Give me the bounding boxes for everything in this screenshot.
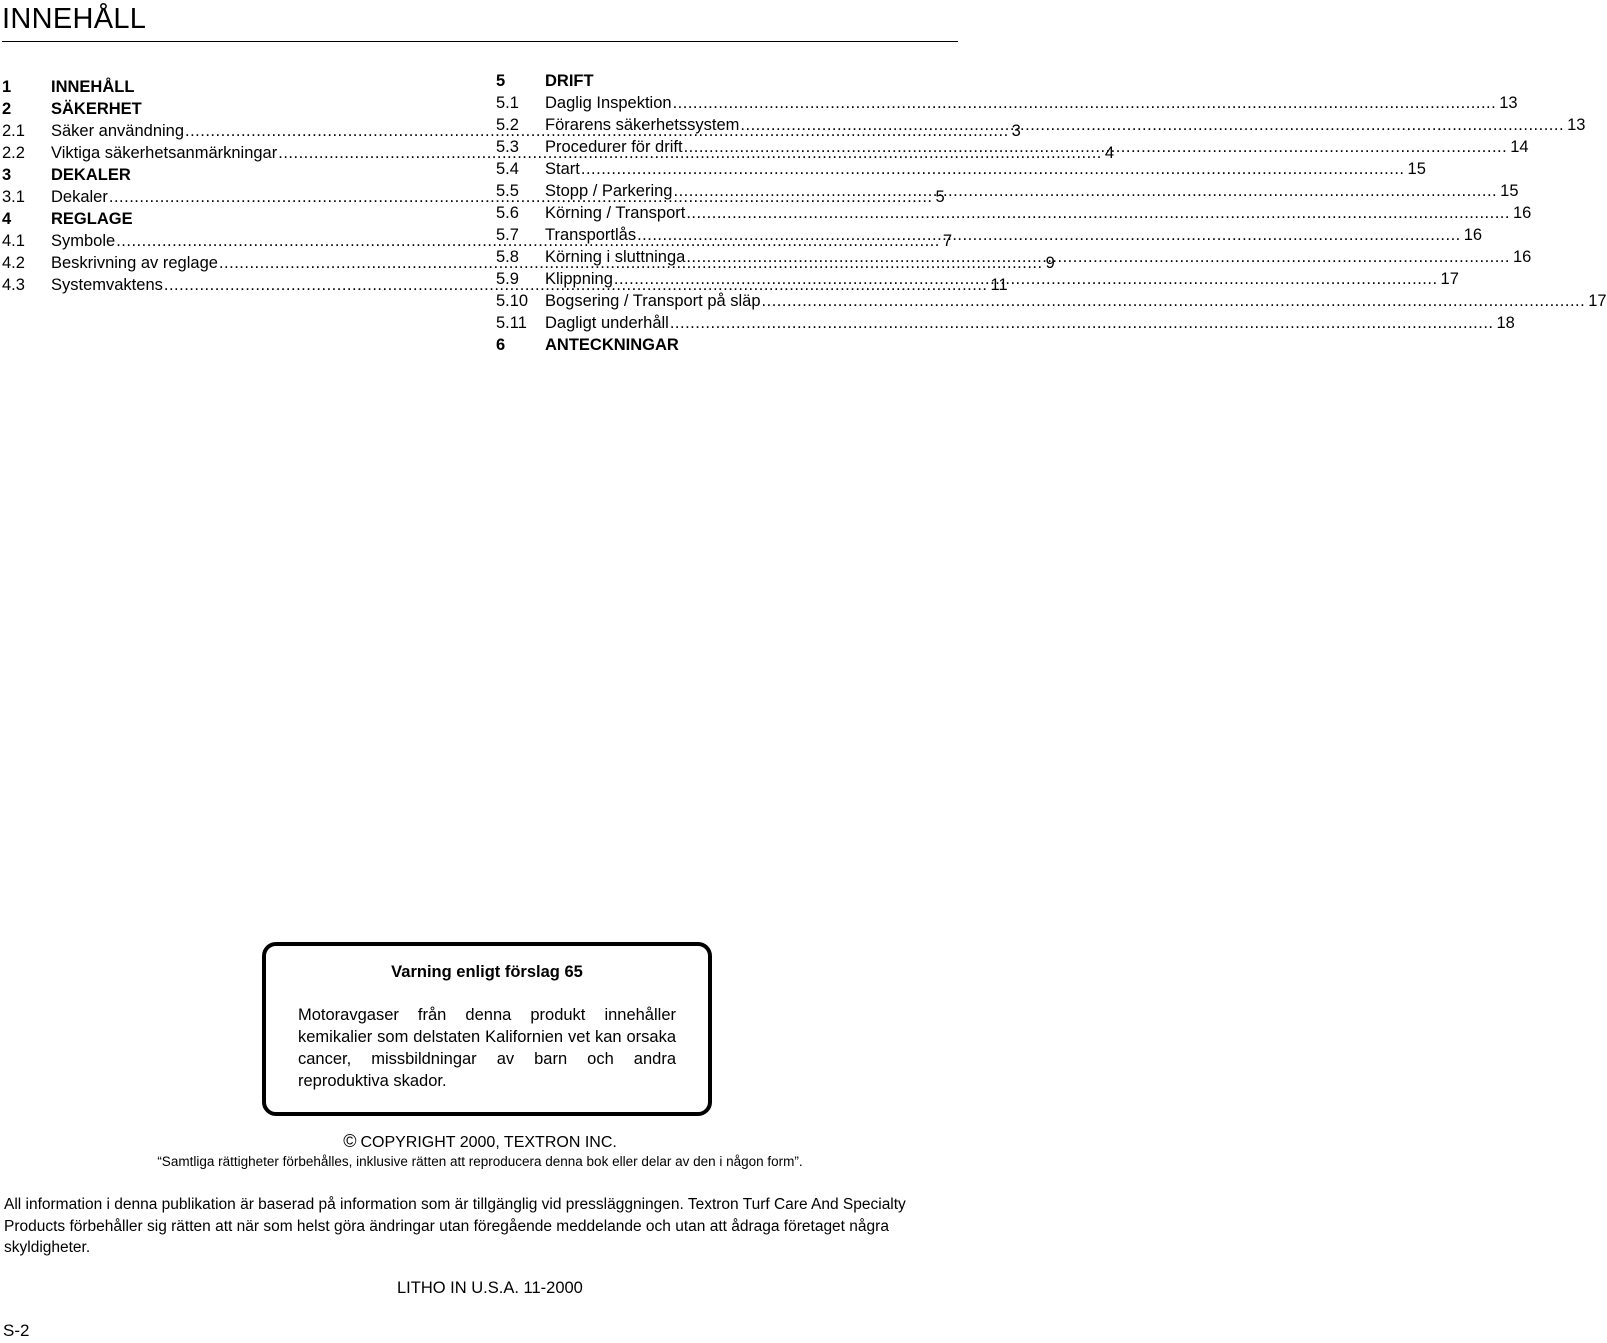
- toc-leader-dots: [670, 312, 1494, 334]
- toc-leader-dots: [686, 246, 1510, 268]
- copyright-text: COPYRIGHT 2000, TEXTRON INC.: [360, 1134, 617, 1151]
- warning-box: [262, 942, 712, 1116]
- toc-number: 4.1: [2, 232, 25, 250]
- toc-label: Dagligt underhåll: [545, 314, 669, 332]
- toc-entry: [496, 180, 1519, 202]
- toc-label: Daglig Inspektion: [545, 94, 672, 112]
- warning-title: Varning enligt förslag 65: [391, 963, 583, 981]
- toc-entry: [496, 246, 1532, 268]
- toc-page-number: 14: [1510, 138, 1529, 156]
- toc-heading: [496, 70, 958, 92]
- toc-label: Symbole: [51, 232, 116, 250]
- toc-label: Procedurer för drift: [545, 138, 683, 156]
- toc-entry: [496, 114, 1586, 136]
- toc-label: REGLAGE: [51, 210, 133, 228]
- toc-leader-dots: [637, 224, 1461, 246]
- copyright-icon: ©: [343, 1131, 357, 1151]
- toc-page-number: 16: [1512, 204, 1532, 222]
- toc-number: 5.2: [496, 116, 519, 134]
- toc-page-number: 13: [1567, 116, 1586, 134]
- toc-number: 5.7: [496, 226, 519, 244]
- toc-number: 5.10: [496, 292, 529, 310]
- page-title: INNEHÅLL: [2, 3, 147, 35]
- toc-label: Systemvaktens: [51, 276, 163, 294]
- toc-label: Bogsering / Transport på släp: [545, 292, 761, 310]
- toc-leader-dots: [614, 268, 1438, 290]
- toc-number: 2: [2, 100, 12, 118]
- toc-number: 5: [496, 72, 506, 90]
- toc-entry: [496, 136, 1529, 158]
- toc-label: Förarens säkerhetssystem: [545, 116, 740, 134]
- toc-number: 5.3: [496, 138, 519, 156]
- toc-number: 5.8: [496, 248, 519, 266]
- toc-number: 4.2: [2, 254, 25, 272]
- toc-right-column: [496, 70, 1607, 356]
- toc-leader-dots: [686, 202, 1510, 224]
- toc-label: ANTECKNINGAR: [545, 336, 679, 354]
- toc-page-number: 17: [1588, 292, 1607, 310]
- toc-page-number: 5: [935, 188, 945, 206]
- toc-leader-dots: [762, 290, 1586, 312]
- toc-page-number: 18: [1496, 314, 1515, 332]
- toc-number: 2.1: [2, 122, 25, 140]
- toc-number: 3: [2, 166, 12, 184]
- toc-entry: [496, 202, 1532, 224]
- toc-number: 5.4: [496, 160, 519, 178]
- toc-entry: [496, 290, 1607, 312]
- warning-body: Motoravgaser från denna produkt innehåller kemikalier som delstaten Kalifornien vet kan orsaka cancer, missbildningar av barn och andra reproduktiva skador.: [298, 1006, 676, 1090]
- toc-leader-dots: [684, 136, 1508, 158]
- toc-leader-dots: [581, 158, 1405, 180]
- toc-number: 4: [2, 210, 12, 228]
- toc-number: 1: [2, 78, 12, 96]
- toc-heading: [2, 98, 464, 120]
- litho-line: LITHO IN U.S.A. 11-2000: [397, 1279, 583, 1297]
- toc-label: Klippning: [545, 270, 613, 288]
- toc-page-number: 4: [1104, 144, 1115, 162]
- toc-page-number: 11: [990, 276, 1008, 294]
- toc-page-number: 13: [1499, 94, 1518, 112]
- toc-page-number: 7: [942, 232, 953, 250]
- toc-page-number: 9: [1045, 254, 1055, 272]
- toc-entry: [496, 224, 1483, 246]
- toc-label: INNEHÅLL: [51, 78, 135, 96]
- toc-page-number: 3: [1011, 122, 1021, 140]
- toc-number: 2.2: [2, 144, 25, 162]
- toc-label: DRIFT: [545, 72, 594, 90]
- toc-label: Dekaler: [51, 188, 108, 206]
- page-number: S-2: [3, 1321, 30, 1340]
- toc-label: Körning i sluttninga: [545, 248, 686, 266]
- toc-heading: [2, 164, 464, 186]
- title-rule: [2, 41, 958, 42]
- toc-label: Stopp / Parkering: [545, 182, 673, 200]
- toc-number: 4.3: [2, 276, 25, 294]
- toc-heading: [2, 208, 464, 230]
- toc-number: 5.1: [496, 94, 519, 112]
- copyright-line: [0, 1131, 960, 1153]
- toc-page-number: 15: [1407, 160, 1426, 178]
- toc-page-number: 17: [1440, 270, 1459, 288]
- toc-page-number: 16: [1463, 226, 1483, 244]
- toc-label: Säker användning: [51, 122, 185, 140]
- toc-leader-dots: [674, 180, 1498, 202]
- toc-number: 5.6: [496, 204, 519, 222]
- info-paragraph: All information i denna publikation är baserad på information som är tillgänglig vid pressläggningen. Textron Turf Care And Specialty Products förbehåller sig rätten att när som helst göra ändringar utan föregående meddelande och utan att ådraga företaget några skyldigheter.: [4, 1196, 906, 1256]
- toc-number: 5.11: [496, 314, 527, 332]
- toc-entry: [496, 312, 1515, 334]
- toc-entry: [496, 92, 1518, 114]
- toc-heading: [496, 334, 958, 356]
- toc-leader-dots: [740, 114, 1564, 136]
- toc-entry: [496, 158, 1426, 180]
- toc-label: Start: [545, 160, 580, 178]
- toc-number: 5.5: [496, 182, 519, 200]
- toc-page-number: 15: [1500, 182, 1519, 200]
- toc-leader-dots: [673, 92, 1497, 114]
- toc-label: SÄKERHET: [51, 100, 142, 118]
- rights-statement: “Samtliga rättigheter förbehålles, inklusive rätten att reproducera denna bok eller delar av den i någon form”.: [157, 1154, 803, 1169]
- toc-page-number: 16: [1513, 248, 1532, 266]
- toc-label: Transportlås: [545, 226, 637, 244]
- toc-label: Körning / Transport: [545, 204, 686, 222]
- toc-number: 5.9: [496, 270, 519, 288]
- toc-number: 3.1: [2, 188, 25, 206]
- toc-number: 6: [496, 336, 506, 354]
- toc-label: Beskrivning av reglage: [51, 254, 218, 272]
- toc-heading: [2, 76, 464, 98]
- toc-label: Viktiga säkerhetsanmärkningar: [51, 144, 278, 162]
- toc-label: DEKALER: [51, 166, 131, 184]
